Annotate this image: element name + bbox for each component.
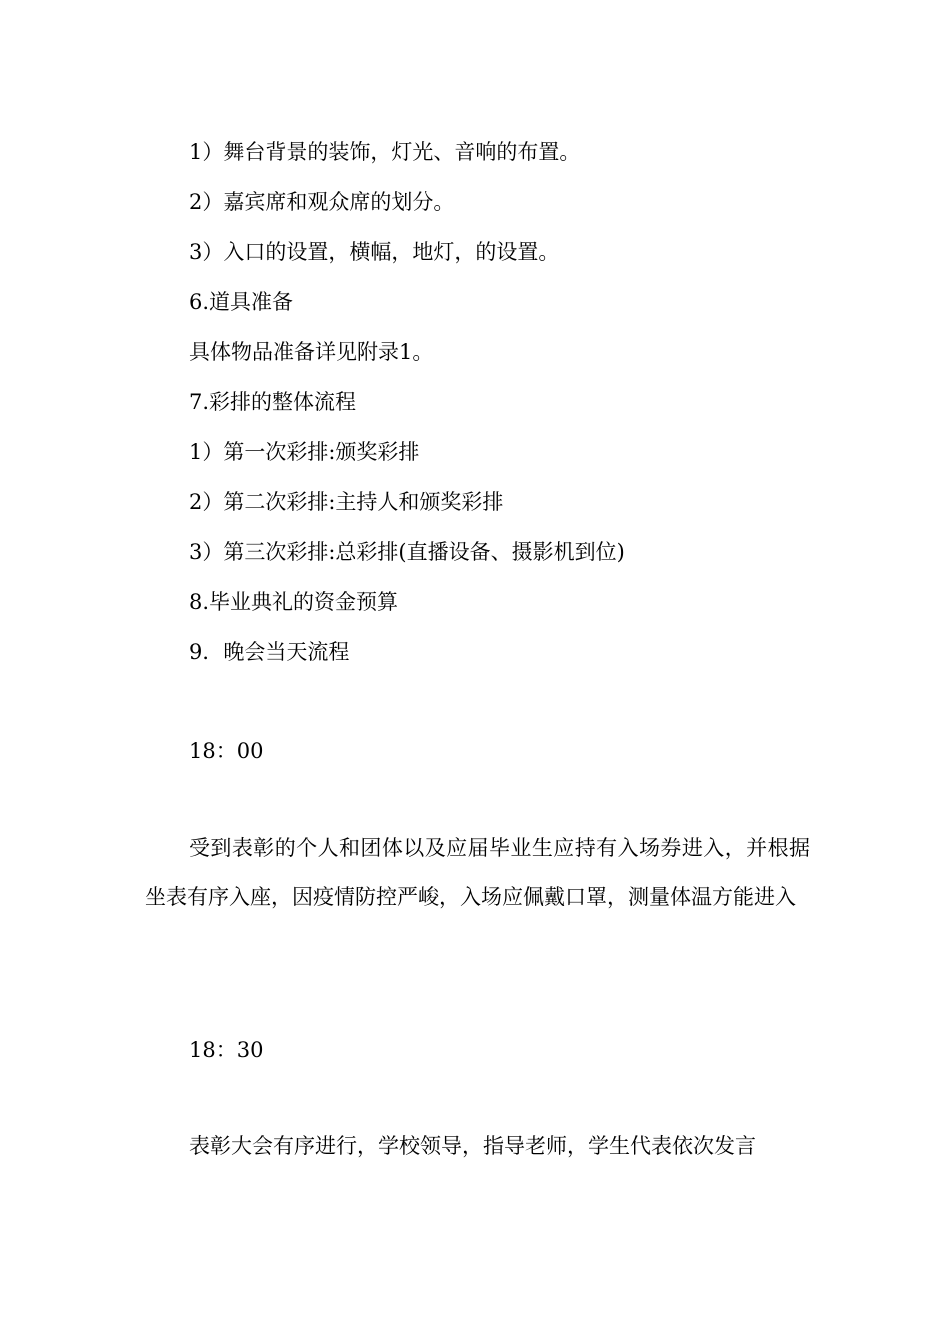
props-detail-text: 具体物品准备详见附录1。 (189, 340, 434, 364)
paragraph-ceremony: 表彰大会有序进行，学校领导，指导老师，学生代表依次发言 (189, 1134, 756, 1158)
section-heading-props: 6.道具准备 (189, 290, 294, 314)
paragraph-entry: 受到表彰的个人和团体以及应届毕业生应持有入场券进入，并根据坐表有序入座，因疫情防控严峻，入场应佩戴口罩，测量体温方能进入 (145, 836, 810, 909)
section-heading-rehearsal: 7.彩排的整体流程 (189, 390, 357, 414)
list-item-rehearsal-1: 1）第一次彩排:颁奖彩排 (189, 440, 420, 464)
time-1800: 18：00 (189, 739, 264, 763)
list-item-rehearsal-3: 3）第三次彩排:总彩排(直播设备、摄影机到位) (189, 540, 625, 564)
list-item-seating: 2）嘉宾席和观众席的划分。 (189, 190, 455, 214)
time-1830: 18：30 (189, 1038, 264, 1062)
list-item-entrance: 3）入口的设置，横幅，地灯，的设置。 (189, 240, 560, 264)
section-heading-budget: 8.毕业典礼的资金预算 (189, 590, 399, 614)
list-item-stage-decoration: 1）舞台背景的装饰，灯光、音响的布置。 (189, 140, 581, 164)
list-item-rehearsal-2: 2）第二次彩排:主持人和颁奖彩排 (189, 490, 504, 514)
section-heading-day-flow: 9．晚会当天流程 (189, 640, 350, 664)
